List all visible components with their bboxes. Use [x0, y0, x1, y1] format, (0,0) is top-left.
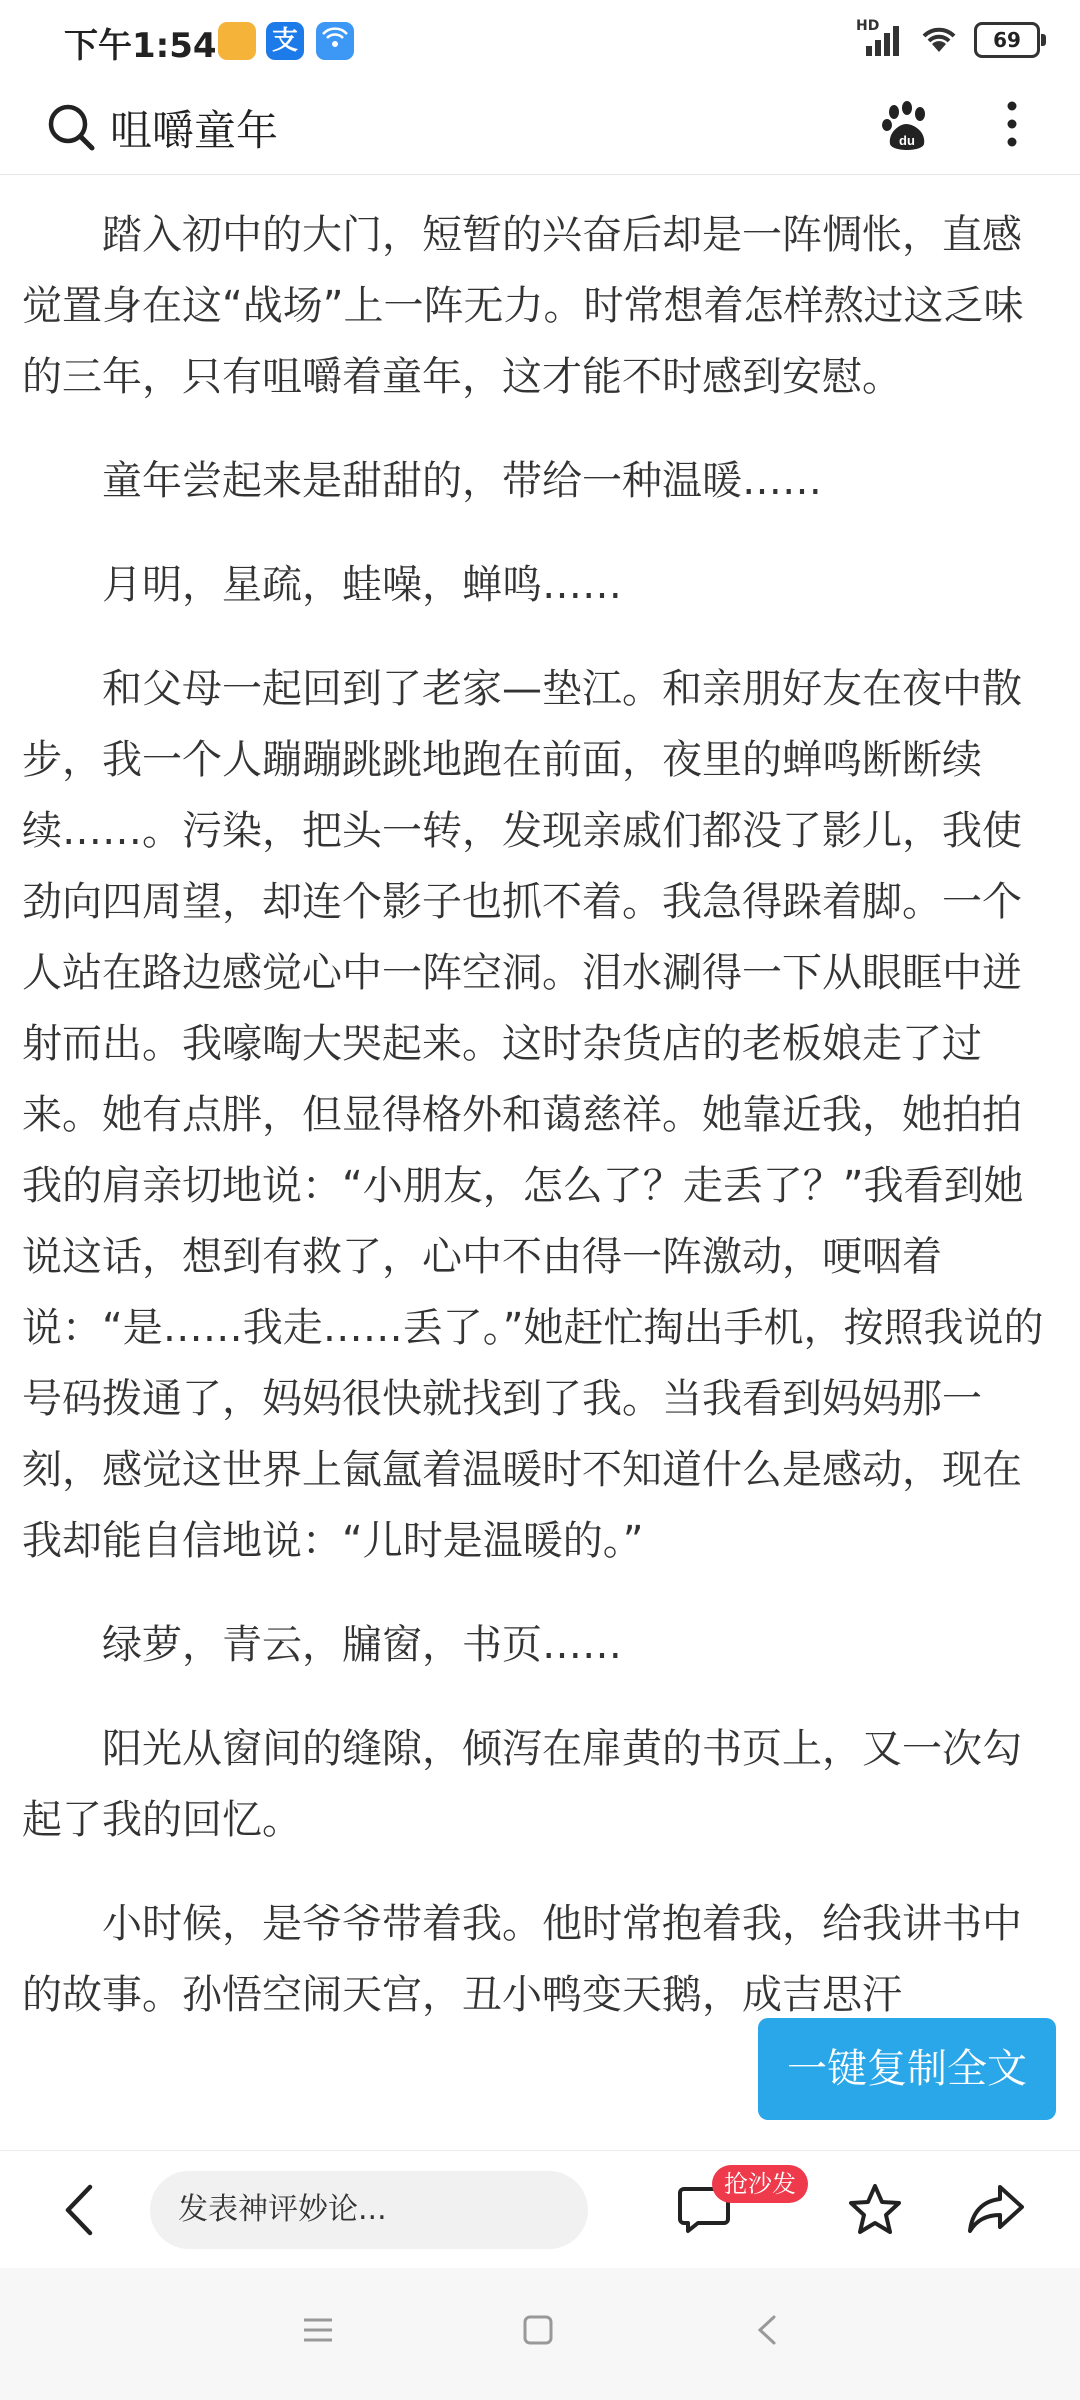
comment-input[interactable]: 发表神评妙论... [150, 2171, 588, 2249]
home-icon[interactable] [522, 2314, 554, 2346]
recent-apps-icon[interactable] [302, 2314, 334, 2346]
article-paragraph: 和父母一起回到了老家—垫江。和亲朋好友在夜中散步，我一个人蹦蹦跳跳地跑在前面，夜里的蝉鸣断断续续……。污染，把头一转，发现亲戚们都没了影儿，我使劲向四周望，却连个影子也抓不着。我急得跺着脚。一个人站在路边感觉心中一阵空洞。泪水涮得一下从眼眶中迸射而出。我嚎啕大哭起来。这时杂货店的老板娘走了过来。她有点胖，但显得格外和蔼慈祥。她靠近我，她拍拍我的肩亲切地说：“小朋友，怎么了？走丢了？”我看到她说这话，想到有救了，心中不由得一阵激动，哽咽着说：“是……我走……丢了。”她赶忙掏出手机，按照我说的号码拨通了，妈妈很快就找到了我。当我看到妈妈那一刻，感觉这世界上氤氲着温暖时不知道什么是感动，现在我却能自信地说：“儿时是温暖的。” [22, 666, 1044, 1564]
page-title: 咀嚼童年 [110, 106, 279, 155]
article-body [22, 176, 1058, 2142]
baidu-paw-icon[interactable] [878, 98, 934, 154]
status-time: 下午1:54 [64, 26, 217, 66]
search-icon[interactable] [44, 100, 100, 156]
more-options-icon[interactable] [990, 92, 1034, 156]
article-paragraph: 踏入初中的大门，短暂的兴奋后却是一阵惆怅，直感觉置身在这“战场”上一阵无力。时常想着怎样熬过这乏味的三年，只有咀嚼着童年，这才能不时感到安慰。 [22, 212, 1024, 400]
note-app-icon [218, 22, 256, 60]
article-paragraph: 小时候，是爷爷带着我。他时常抱着我，给我讲书中的故事。孙悟空闹天宫，丑小鸭变天鹅，成吉思汗 [22, 1901, 1022, 2018]
article-paragraph: 月明，星疏，蛙噪，蝉鸣…… [102, 562, 622, 608]
bottom-toolbar [0, 2150, 1080, 2269]
copy-full-text-button[interactable]: 一键复制全文 [758, 2018, 1056, 2120]
top-bar [0, 84, 1080, 175]
signal-icon [856, 18, 904, 58]
network-type-label: HD [856, 18, 880, 34]
article-paragraph: 阳光从窗间的缝隙，倾泻在扉黄的书页上，又一次勾起了我的回忆。 [22, 1726, 1022, 1843]
status-bar [0, 0, 1080, 84]
battery-icon: 69 [974, 22, 1040, 58]
svg-text:du: du [899, 133, 915, 148]
wifi-icon [918, 20, 960, 60]
alipay-icon: 支 [266, 22, 304, 60]
back-arrow-icon[interactable] [60, 2181, 100, 2239]
sofa-badge[interactable]: 抢沙发 [712, 2165, 808, 2203]
nav-back-icon[interactable] [752, 2314, 784, 2346]
system-navigation-bar [0, 2268, 1080, 2400]
favorite-star-icon[interactable] [846, 2181, 904, 2239]
wifi-hotspot-icon [316, 22, 354, 60]
share-icon[interactable] [966, 2181, 1026, 2237]
article-paragraph: 童年尝起来是甜甜的，带给一种温暖…… [102, 458, 822, 504]
article-paragraph: 绿萝，青云，牖窗，书页…… [102, 1622, 622, 1668]
